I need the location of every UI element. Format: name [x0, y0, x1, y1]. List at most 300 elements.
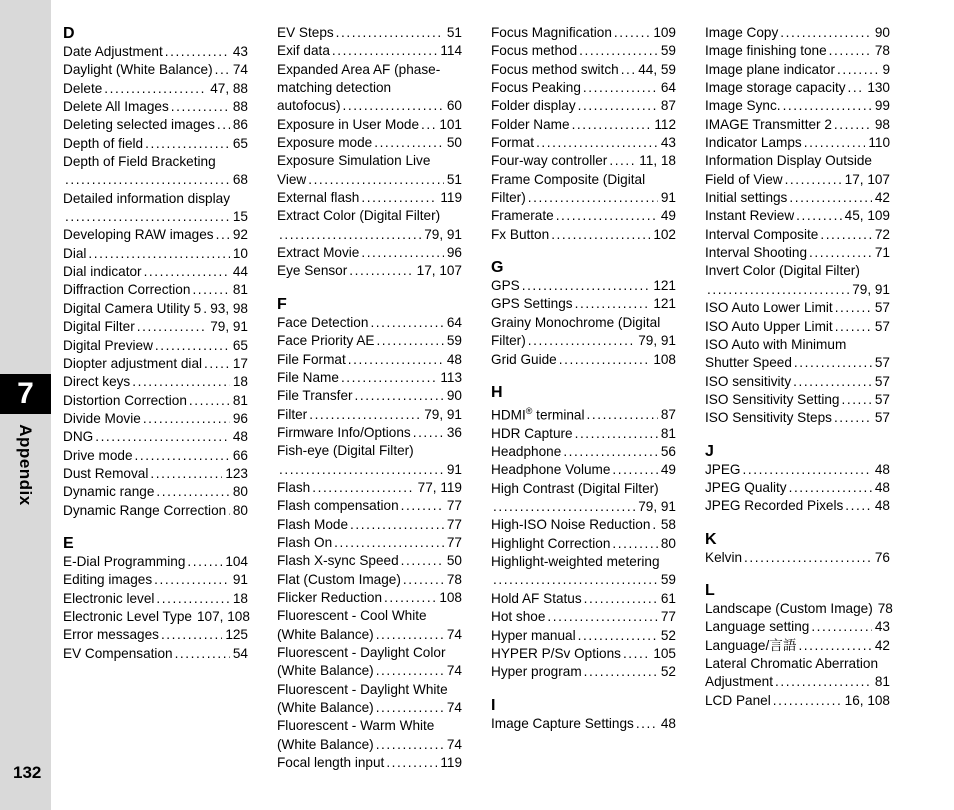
index-entry-term-text: Divide Movie — [63, 410, 141, 426]
index-entry-term-text: Interval Composite — [705, 226, 819, 242]
index-entry-term-text: Exif data — [277, 43, 330, 59]
index-entry-row — [277, 497, 462, 515]
index-page-ref: 51 — [446, 25, 462, 40]
index-page-ref: 79, 91 — [210, 319, 248, 335]
index-entry-term: Fluorescent - Cool White — [277, 608, 427, 624]
index-entry-row — [63, 571, 248, 589]
dot-leader — [336, 24, 444, 42]
index-entry-term — [705, 79, 846, 97]
index-entry — [705, 244, 890, 262]
index-entry — [491, 207, 676, 225]
index-page-ref: 88 — [232, 99, 248, 115]
index-entry — [63, 428, 248, 446]
dot-leader — [95, 428, 230, 446]
index-entry-term: Detailed information display — [63, 190, 230, 206]
index-entry — [491, 608, 676, 626]
index-entry-term — [63, 281, 190, 299]
dot-leader — [834, 409, 872, 427]
index-entry-term-text: Extract Movie — [277, 245, 360, 261]
index-entry-term-text: Image Capture Settings — [491, 715, 634, 731]
dot-leader — [376, 626, 444, 644]
index-entry — [705, 637, 890, 655]
index-entry-term-text: Flash On — [277, 534, 333, 550]
index-entry — [491, 351, 676, 369]
index-entry-term-text: Error messages — [63, 627, 159, 643]
index-letter-heading: E — [63, 534, 74, 552]
index-letter-heading: J — [705, 442, 714, 460]
dot-leader — [189, 392, 230, 410]
index-entry-row — [277, 351, 462, 369]
index-entry — [491, 61, 676, 79]
index-entry-term-text: HYPER P/Sv Options — [491, 645, 621, 661]
index-entry-row — [277, 406, 462, 424]
dot-leader — [579, 42, 658, 60]
dot-leader — [279, 226, 421, 244]
index-entry-row — [491, 715, 676, 733]
index-entry-term-text: Language/言語 — [705, 637, 797, 653]
index-entry-term-text: Headphone — [491, 444, 562, 460]
index-entry-row — [63, 502, 248, 520]
index-entry-row — [705, 354, 890, 372]
index-entry-term — [277, 332, 374, 350]
dot-leader — [376, 699, 444, 717]
index-entry-term-text: ISO Auto Lower Limit — [705, 300, 833, 316]
index-page-ref: 80 — [660, 535, 676, 551]
index-page-ref: 91 — [446, 461, 462, 477]
index-entry-term-text: Flicker Reduction — [277, 589, 383, 605]
index-entry — [705, 134, 890, 152]
index-page-ref: 119 — [440, 190, 462, 206]
index-entry-term — [491, 134, 534, 152]
index-entry-term — [277, 387, 353, 405]
index-entry — [63, 300, 248, 318]
index-entry-term — [491, 277, 520, 295]
index-entry-term-text: Face Detection — [277, 314, 369, 330]
index-entry-term: Fish-eye (Digital Filter) — [277, 443, 414, 459]
index-entry-term-text: HDMI — [491, 407, 526, 423]
index-page-ref: 57 — [874, 300, 890, 316]
index-entry — [63, 410, 248, 428]
index-page-ref: 76 — [874, 549, 890, 565]
index-page-ref: 48 — [874, 479, 890, 495]
index-entry — [277, 571, 462, 589]
index-entry — [277, 516, 462, 534]
index-page-ref: 64 — [660, 80, 676, 96]
index-page-ref: 16, 108 — [844, 692, 890, 708]
index-page-ref: 109 — [653, 25, 676, 40]
index-entry-row — [491, 571, 676, 589]
index-entry-term — [277, 516, 348, 534]
index-entry-row — [491, 134, 676, 152]
index-entry-term — [705, 497, 843, 515]
index-entry — [705, 336, 890, 373]
index-entry — [491, 425, 676, 443]
index-entry-term — [277, 754, 384, 772]
index-page-ref: 77 — [446, 516, 462, 532]
index-entry-row — [491, 79, 676, 97]
index-page-ref: 77, 119 — [417, 479, 462, 495]
index-entry — [491, 553, 676, 590]
index-entry — [491, 171, 676, 208]
index-entry-row — [491, 402, 676, 425]
index-entry — [705, 600, 893, 618]
index-letter-heading: H — [491, 383, 503, 401]
index-entry-row — [277, 171, 462, 189]
index-entry-row — [491, 295, 676, 313]
dot-leader — [370, 314, 443, 332]
index-entry-term — [705, 318, 833, 336]
index-entry-term — [705, 391, 839, 409]
dot-leader — [612, 461, 657, 479]
dot-leader — [203, 300, 207, 318]
index-entry-term — [277, 262, 347, 280]
index-entry-term — [63, 80, 102, 98]
index-page-ref: 18 — [232, 590, 248, 606]
index-entry-row — [705, 226, 890, 244]
index-entry-term — [63, 373, 130, 391]
index-entry — [277, 116, 462, 134]
index-page-ref: 17, 107 — [416, 263, 462, 279]
index-entry-row — [705, 692, 890, 710]
index-entry — [705, 226, 890, 244]
index-entry — [705, 189, 890, 207]
index-entry-term-text: Dial indicator — [63, 264, 142, 280]
index-entry-term: Information Display Outside — [705, 153, 872, 169]
index-page-ref: 123 — [225, 465, 248, 481]
index-entry-row — [63, 263, 248, 281]
dot-leader — [796, 207, 841, 225]
dot-leader — [145, 135, 230, 153]
index-entry-term — [277, 424, 411, 442]
index-entry-term-text: JPEG Recorded Pixels — [705, 498, 844, 514]
index-entry — [63, 355, 248, 373]
index-entry-row — [705, 207, 890, 225]
index-entry — [63, 571, 248, 589]
index-entry-term: Grainy Monochrome (Digital — [491, 314, 661, 330]
index-entry-term-text: Eye Sensor — [277, 263, 348, 279]
dot-leader — [376, 332, 443, 350]
index-entry-term — [277, 479, 310, 497]
index-entry-term — [705, 600, 873, 618]
index-entry-term — [705, 42, 827, 60]
index-entry-term-text: Distortion Correction — [63, 392, 187, 408]
index-page-ref: 56 — [660, 444, 676, 460]
index-entry — [491, 645, 676, 663]
index-page-ref: 74 — [232, 62, 248, 78]
index-entry-term-text: Focus method — [491, 43, 578, 59]
index-entry-term — [277, 369, 339, 387]
dot-leader — [820, 226, 872, 244]
dot-leader — [583, 79, 658, 97]
index-entry — [491, 663, 676, 681]
index-entry-term — [63, 465, 148, 483]
appendix-side-tab — [0, 0, 51, 810]
index-entry-term-text: Digital Filter — [63, 319, 135, 335]
dot-leader — [132, 373, 230, 391]
section-label: Appendix — [16, 424, 35, 506]
index-entry-row — [63, 608, 248, 626]
index-entry-term — [705, 373, 791, 391]
index-entry-term-text: Direct keys — [63, 374, 131, 390]
index-entry-term — [63, 300, 201, 318]
index-entry-term: Expanded Area AF (phase- — [277, 61, 441, 77]
index-page-ref: 121 — [653, 296, 676, 312]
index-entry-row — [491, 152, 676, 170]
index-page-ref: 57 — [874, 355, 890, 371]
index-entry-term-text: Focus Magnification — [491, 25, 612, 40]
dot-leader — [350, 516, 444, 534]
index-entry — [491, 116, 676, 134]
index-entry-row — [705, 24, 890, 42]
dot-leader — [798, 637, 871, 655]
index-entry-term — [63, 318, 135, 336]
index-entry — [491, 97, 676, 115]
index-entry — [277, 61, 462, 116]
index-entry-term — [63, 590, 154, 608]
index-entry — [705, 497, 890, 515]
index-entry-row — [277, 589, 462, 607]
index-entry — [63, 135, 248, 153]
dot-leader — [811, 618, 872, 636]
index-entry-term — [63, 245, 86, 263]
index-entry-term-text: Image storage capacity — [705, 80, 846, 96]
index-entry — [277, 644, 462, 681]
index-page-ref: 125 — [225, 627, 248, 643]
index-page-ref: 43 — [874, 619, 890, 635]
index-entry — [491, 590, 676, 608]
index-entry-term — [63, 608, 192, 626]
index-entry-term-text: File Transfer — [277, 388, 353, 404]
index-entry — [705, 318, 890, 336]
index-entry-term-cont: View — [277, 171, 307, 187]
index-page-ref: 48 — [874, 461, 890, 477]
dot-leader — [493, 498, 635, 516]
index-entry-term — [63, 428, 93, 446]
dot-leader — [279, 461, 444, 479]
index-entry-term — [63, 355, 202, 373]
dot-leader — [848, 79, 865, 97]
index-page-ref: 79, 91 — [852, 281, 890, 297]
dot-leader — [421, 116, 436, 134]
index-entry-term-text: Folder display — [491, 98, 576, 114]
index-entry — [277, 497, 462, 515]
index-entry-row — [705, 600, 893, 618]
index-entry — [63, 116, 248, 134]
index-entry — [63, 337, 248, 355]
index-page-ref: 77 — [446, 534, 462, 550]
index-entry-term-cont: (White Balance) — [277, 700, 374, 716]
index-entry-term — [491, 425, 573, 443]
dot-leader — [707, 281, 849, 299]
dot-leader — [88, 245, 229, 263]
index-entry-row — [705, 281, 890, 299]
index-entry-term-text: Initial settings — [705, 190, 788, 206]
index-entry-term — [705, 692, 771, 710]
index-entry-term — [491, 402, 585, 425]
dot-leader — [547, 608, 657, 626]
index-entry — [491, 79, 676, 97]
index-entry-term-text: Diopter adjustment dial — [63, 355, 203, 371]
index-entry-row — [63, 590, 248, 608]
index-page-ref: 66 — [232, 447, 248, 463]
index-entry-term — [63, 553, 185, 571]
index-entry — [705, 262, 890, 299]
index-entry — [63, 645, 248, 663]
index-entry — [63, 553, 248, 571]
index-entry-row — [705, 299, 890, 317]
index-entry-term-text: JPEG — [705, 461, 741, 477]
index-entry — [63, 245, 248, 263]
index-entry-term — [705, 61, 835, 79]
index-entry-term — [63, 645, 173, 663]
dot-leader — [361, 244, 444, 262]
index-entry-row — [705, 409, 890, 427]
index-entry-term — [705, 461, 741, 479]
index-entry-term — [491, 207, 554, 225]
dot-leader — [171, 98, 230, 116]
index-page-ref: 42 — [874, 190, 890, 206]
index-entry — [63, 483, 248, 501]
index-entry — [705, 409, 890, 427]
index-page-ref: 104 — [225, 553, 248, 569]
dot-leader — [572, 116, 652, 134]
index-page-ref: 81 — [232, 392, 248, 408]
index-entry-row — [705, 318, 890, 336]
index-entry — [277, 552, 462, 570]
dot-leader — [413, 424, 444, 442]
index-entry — [705, 479, 890, 497]
dot-leader — [403, 571, 444, 589]
index-entry-row — [277, 226, 462, 244]
index-entry-term — [491, 152, 607, 170]
index-entry-row — [277, 534, 462, 552]
index-entry — [491, 535, 676, 553]
index-entry — [63, 263, 248, 281]
index-entry-term — [705, 189, 787, 207]
index-entry-term-cont: (White Balance) — [277, 626, 374, 642]
index-entry-term — [491, 79, 581, 97]
dot-leader — [401, 552, 444, 570]
index-page-ref: 43 — [232, 44, 248, 59]
index-entry — [491, 295, 676, 313]
index-entry-term-text: Headphone Volume — [491, 462, 611, 478]
dot-leader — [743, 461, 872, 479]
dot-leader — [150, 465, 222, 483]
dot-leader — [155, 337, 230, 355]
index-entry-term-text: Language setting — [705, 619, 810, 635]
index-entry-term-text: Electronic level — [63, 590, 155, 606]
index-entry-row — [63, 626, 248, 644]
index-entry — [277, 442, 462, 479]
index-entry-term-text: ISO Sensitivity Setting — [705, 391, 840, 407]
index-entry-term — [63, 392, 187, 410]
index-entry — [491, 42, 676, 60]
index-entry — [277, 369, 462, 387]
index-entry-term — [277, 42, 330, 60]
index-entry-term — [705, 97, 781, 115]
index-page-ref: 60 — [446, 98, 462, 114]
dot-leader — [609, 152, 636, 170]
index-entry-term-text: Dynamic Range Correction — [63, 502, 227, 518]
index-entry-term — [277, 571, 401, 589]
index-entry-term — [491, 97, 576, 115]
index-entry-row — [63, 135, 248, 153]
dot-leader — [614, 24, 650, 42]
dot-leader — [744, 549, 872, 567]
index-page-ref: 59 — [446, 333, 462, 349]
dot-leader — [845, 497, 872, 515]
dot-leader — [376, 662, 444, 680]
index-entry-row — [491, 663, 676, 681]
index-page-ref: 59 — [660, 572, 676, 588]
index-entry-term-text: ISO Sensitivity Steps — [705, 410, 832, 426]
dot-leader — [65, 171, 230, 189]
dot-leader — [204, 355, 230, 373]
index-entry-term-text: Format — [491, 135, 535, 151]
index-entry — [63, 626, 248, 644]
index-entry-row — [705, 116, 890, 134]
index-entry-term: ISO Auto with Minimum — [705, 336, 847, 352]
index-page-ref: 65 — [232, 135, 248, 151]
index-page-ref: 52 — [660, 664, 676, 680]
index-page-ref: 108 — [653, 351, 676, 367]
index-entry — [63, 61, 248, 79]
index-entry-term-text: Developing RAW images — [63, 227, 214, 243]
index-entry-row — [491, 61, 676, 79]
dot-leader — [785, 171, 842, 189]
dot-leader — [332, 42, 437, 60]
index-page-ref: 81 — [874, 674, 890, 690]
index-entry-row — [63, 553, 248, 571]
dot-leader — [809, 244, 872, 262]
index-entry-term — [491, 516, 650, 534]
dot-leader — [578, 97, 658, 115]
index-entry-term-text: LCD Panel — [705, 692, 771, 708]
dot-leader — [584, 590, 658, 608]
index-column-3 — [491, 24, 676, 733]
index-page-ref: 74 — [446, 626, 462, 642]
index-page-ref: 54 — [232, 645, 248, 661]
index-entry-term — [63, 483, 154, 501]
index-page-ref: 10 — [232, 245, 248, 261]
index-entry — [63, 373, 248, 391]
index-entry-term: Fluorescent - Warm White — [277, 718, 435, 734]
index-entry-row — [277, 262, 462, 280]
index-page-ref: 93, 98 — [210, 300, 248, 316]
index-entry-term-text: Kelvin — [705, 549, 743, 565]
index-entry — [277, 717, 462, 754]
index-entry-row — [491, 498, 676, 516]
index-page-ref: 121 — [653, 278, 676, 294]
index-entry-row — [63, 465, 248, 483]
index-page-ref: 59 — [660, 43, 676, 59]
index-entry-row — [491, 443, 676, 461]
index-page-ref: 57 — [874, 318, 890, 334]
index-entry-term-text: Flash X-sync Speed — [277, 553, 399, 569]
index-page-ref: 49 — [660, 462, 676, 478]
index-entry-row — [491, 608, 676, 626]
index-entry-row — [705, 479, 890, 497]
index-entry-row — [277, 626, 462, 644]
index-entry-row — [63, 80, 248, 98]
index-entry-term — [491, 24, 612, 42]
dot-leader — [376, 736, 444, 754]
index-entry-term — [705, 618, 809, 636]
index-entry-row — [491, 332, 676, 350]
index-entry-term-text: Digital Preview — [63, 337, 153, 353]
index-entry-row — [705, 549, 890, 567]
index-entry-row — [277, 424, 462, 442]
